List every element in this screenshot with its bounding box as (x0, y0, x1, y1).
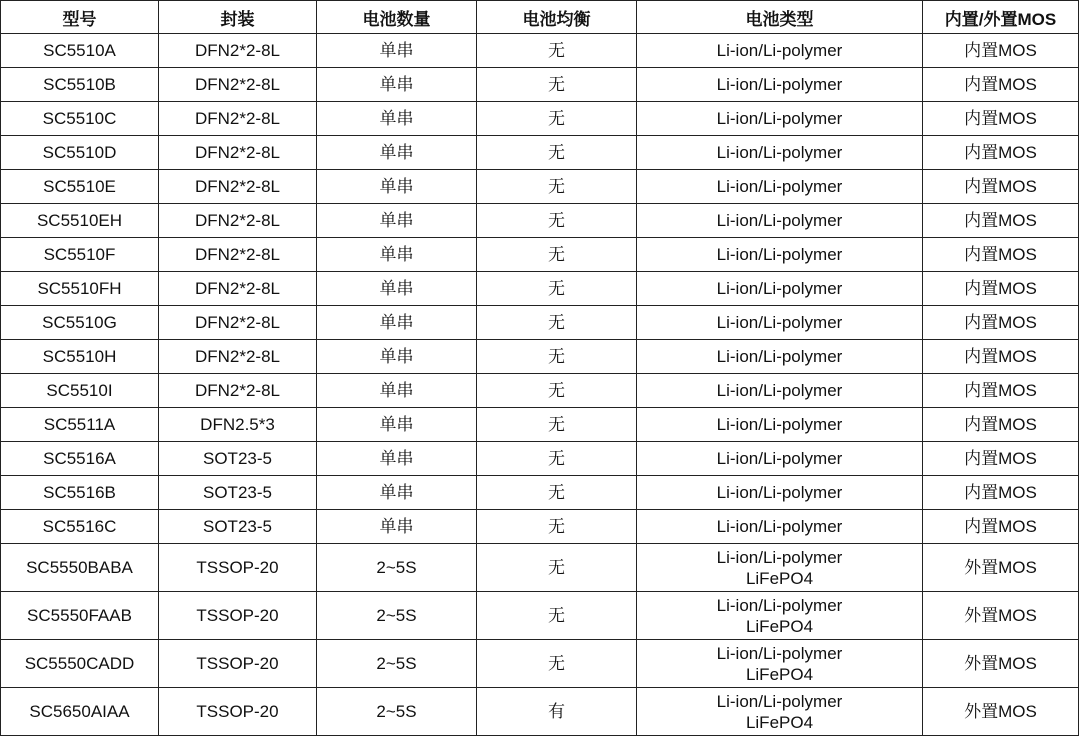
cell-package: DFN2*2-8L (159, 204, 317, 238)
cell-mos: 内置MOS (923, 136, 1079, 170)
table-row (1, 306, 1079, 340)
cell-count: 2~5S (317, 688, 477, 736)
cell-balance: 无 (477, 306, 637, 340)
battery-type-line: Li-ion/Li-polymer (716, 177, 843, 196)
table-row (1, 68, 1079, 102)
table-row (1, 442, 1079, 476)
cell-battery-type (637, 408, 923, 442)
table-row (1, 592, 1079, 640)
cell-balance: 无 (477, 640, 637, 688)
table-row (1, 510, 1079, 544)
cell-package: DFN2*2-8L (159, 34, 317, 68)
cell-mos: 内置MOS (923, 476, 1079, 510)
table-row (1, 272, 1079, 306)
battery-type-line: LiFePO4 (745, 664, 814, 684)
cell-count: 2~5S (317, 592, 477, 640)
cell-package: TSSOP-20 (159, 544, 317, 592)
table-row (1, 34, 1079, 68)
cell-count: 单串 (317, 306, 477, 340)
cell-count: 2~5S (317, 544, 477, 592)
cell-mos: 内置MOS (923, 510, 1079, 544)
cell-mos: 内置MOS (923, 272, 1079, 306)
cell-package: DFN2.5*3 (159, 408, 317, 442)
cell-count: 单串 (317, 442, 477, 476)
cell-balance: 无 (477, 374, 637, 408)
cell-battery-type (637, 272, 923, 306)
cell-count: 单串 (317, 238, 477, 272)
cell-mos: 内置MOS (923, 102, 1079, 136)
cell-model: SC5510I (1, 374, 159, 408)
cell-count: 单串 (317, 136, 477, 170)
cell-model: SC5510B (1, 68, 159, 102)
table-row (1, 204, 1079, 238)
cell-count: 单串 (317, 102, 477, 136)
cell-balance: 无 (477, 238, 637, 272)
cell-model: SC5650AIAA (1, 688, 159, 736)
cell-count: 2~5S (317, 640, 477, 688)
cell-package: DFN2*2-8L (159, 306, 317, 340)
cell-model: SC5510E (1, 170, 159, 204)
cell-package: SOT23-5 (159, 476, 317, 510)
cell-battery-type (637, 640, 923, 688)
battery-type-line: LiFePO4 (745, 616, 814, 636)
battery-type-line: Li-ion/Li-polymer (716, 517, 843, 536)
cell-balance: 无 (477, 442, 637, 476)
battery-type-line: Li-ion/Li-polymer (716, 245, 843, 264)
cell-mos: 内置MOS (923, 68, 1079, 102)
cell-package: SOT23-5 (159, 510, 317, 544)
cell-mos: 外置MOS (923, 592, 1079, 640)
cell-model: SC5511A (1, 408, 159, 442)
cell-count: 单串 (317, 408, 477, 442)
cell-model: SC5510A (1, 34, 159, 68)
cell-package: TSSOP-20 (159, 640, 317, 688)
cell-package: DFN2*2-8L (159, 272, 317, 306)
cell-count: 单串 (317, 510, 477, 544)
table-body (1, 34, 1079, 736)
cell-mos: 内置MOS (923, 306, 1079, 340)
cell-balance: 无 (477, 102, 637, 136)
cell-package: DFN2*2-8L (159, 374, 317, 408)
cell-balance: 有 (477, 688, 637, 736)
table-row (1, 136, 1079, 170)
cell-balance: 无 (477, 272, 637, 306)
cell-battery-type (637, 374, 923, 408)
cell-balance: 无 (477, 544, 637, 592)
table-row (1, 640, 1079, 688)
table-row (1, 170, 1079, 204)
battery-type-line: Li-ion/Li-polymer (716, 381, 843, 400)
cell-model: SC5516A (1, 442, 159, 476)
cell-model: SC5510D (1, 136, 159, 170)
battery-type-line: LiFePO4 (745, 712, 814, 732)
cell-battery-type (637, 340, 923, 374)
cell-model: SC5510EH (1, 204, 159, 238)
battery-type-line: Li-ion/Li-polymer (716, 347, 843, 366)
cell-model: SC5510F (1, 238, 159, 272)
cell-balance: 无 (477, 408, 637, 442)
cell-package: TSSOP-20 (159, 688, 317, 736)
table-header (1, 1, 1079, 34)
cell-model: SC5550FAAB (1, 592, 159, 640)
cell-battery-type (637, 592, 923, 640)
cell-package: DFN2*2-8L (159, 238, 317, 272)
table-row (1, 340, 1079, 374)
cell-battery-type (637, 102, 923, 136)
cell-battery-type (637, 68, 923, 102)
cell-count: 单串 (317, 476, 477, 510)
cell-mos: 内置MOS (923, 340, 1079, 374)
battery-type-line: Li-ion/Li-polymer (716, 547, 843, 567)
battery-type-line: Li-ion/Li-polymer (716, 313, 843, 332)
table-row (1, 544, 1079, 592)
cell-mos: 外置MOS (923, 688, 1079, 736)
cell-package: DFN2*2-8L (159, 136, 317, 170)
cell-count: 单串 (317, 340, 477, 374)
cell-model: SC5510FH (1, 272, 159, 306)
cell-battery-type (637, 238, 923, 272)
table-row (1, 102, 1079, 136)
table-row (1, 238, 1079, 272)
cell-battery-type (637, 510, 923, 544)
battery-type-line: Li-ion/Li-polymer (716, 211, 843, 230)
cell-count: 单串 (317, 204, 477, 238)
header-package: 封装 (159, 1, 317, 34)
battery-type-line: LiFePO4 (745, 568, 814, 588)
battery-type-line: Li-ion/Li-polymer (716, 415, 843, 434)
cell-mos: 内置MOS (923, 34, 1079, 68)
cell-model: SC5510C (1, 102, 159, 136)
cell-mos: 内置MOS (923, 442, 1079, 476)
table-row (1, 408, 1079, 442)
battery-type-line: Li-ion/Li-polymer (716, 691, 843, 711)
cell-balance: 无 (477, 34, 637, 68)
cell-balance: 无 (477, 340, 637, 374)
battery-type-line: Li-ion/Li-polymer (716, 483, 843, 502)
cell-balance: 无 (477, 170, 637, 204)
cell-battery-type (637, 476, 923, 510)
table-row (1, 476, 1079, 510)
table-row (1, 374, 1079, 408)
cell-mos: 内置MOS (923, 204, 1079, 238)
cell-balance: 无 (477, 136, 637, 170)
cell-battery-type (637, 306, 923, 340)
cell-balance: 无 (477, 510, 637, 544)
cell-balance: 无 (477, 204, 637, 238)
cell-battery-type (637, 544, 923, 592)
battery-type-line: Li-ion/Li-polymer (716, 109, 843, 128)
table-row (1, 688, 1079, 736)
cell-package: DFN2*2-8L (159, 68, 317, 102)
battery-type-line: Li-ion/Li-polymer (716, 595, 843, 615)
cell-count: 单串 (317, 34, 477, 68)
cell-battery-type (637, 34, 923, 68)
cell-mos: 外置MOS (923, 640, 1079, 688)
cell-mos: 内置MOS (923, 408, 1079, 442)
cell-balance: 无 (477, 68, 637, 102)
cell-count: 单串 (317, 374, 477, 408)
cell-model: SC5550CADD (1, 640, 159, 688)
cell-battery-type (637, 204, 923, 238)
cell-mos: 内置MOS (923, 238, 1079, 272)
battery-type-line: Li-ion/Li-polymer (716, 75, 843, 94)
cell-model: SC5510H (1, 340, 159, 374)
cell-mos: 外置MOS (923, 544, 1079, 592)
cell-count: 单串 (317, 170, 477, 204)
cell-model: SC5516B (1, 476, 159, 510)
cell-package: DFN2*2-8L (159, 170, 317, 204)
cell-balance: 无 (477, 476, 637, 510)
battery-type-line: Li-ion/Li-polymer (716, 449, 843, 468)
battery-type-line: Li-ion/Li-polymer (716, 279, 843, 298)
cell-battery-type (637, 136, 923, 170)
header-row (1, 1, 1079, 34)
cell-mos: 内置MOS (923, 170, 1079, 204)
cell-model: SC5516C (1, 510, 159, 544)
cell-package: DFN2*2-8L (159, 102, 317, 136)
cell-package: DFN2*2-8L (159, 340, 317, 374)
header-cell-count: 电池数量 (317, 1, 477, 34)
cell-battery-type (637, 442, 923, 476)
battery-type-line: Li-ion/Li-polymer (716, 143, 843, 162)
cell-battery-type (637, 170, 923, 204)
cell-mos: 内置MOS (923, 374, 1079, 408)
cell-package: TSSOP-20 (159, 592, 317, 640)
battery-type-line: Li-ion/Li-polymer (716, 643, 843, 663)
cell-count: 单串 (317, 272, 477, 306)
cell-balance: 无 (477, 592, 637, 640)
cell-model: SC5550BABA (1, 544, 159, 592)
cell-count: 单串 (317, 68, 477, 102)
cell-model: SC5510G (1, 306, 159, 340)
header-balance: 电池均衡 (477, 1, 637, 34)
battery-type-line: Li-ion/Li-polymer (716, 41, 843, 60)
cell-package: SOT23-5 (159, 442, 317, 476)
header-battery-type: 电池类型 (637, 1, 923, 34)
header-mos: 内置/外置MOS (923, 1, 1079, 34)
header-model: 型号 (1, 1, 159, 34)
cell-battery-type (637, 688, 923, 736)
